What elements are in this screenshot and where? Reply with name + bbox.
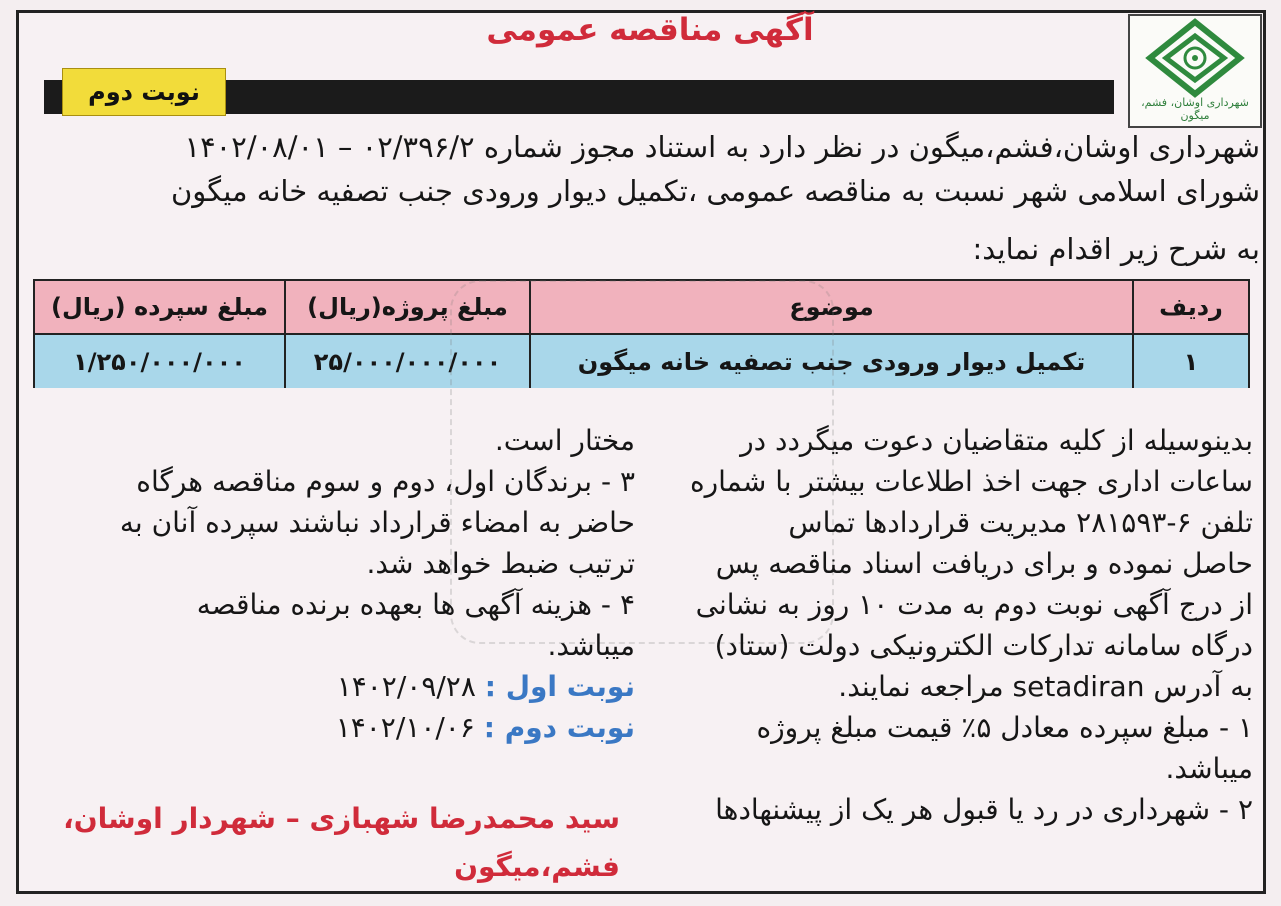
left-line-2: ۳ - برندگان اول، دوم و سوم مناقصه هرگاه bbox=[136, 465, 635, 498]
first-round-label: نوبت اول : bbox=[484, 670, 635, 703]
right-line-8: ۱ - مبلغ سپرده معادل ۵٪ قیمت مبلغ پروژه bbox=[756, 711, 1253, 744]
second-round-date-line bbox=[30, 707, 635, 748]
intro-line-2: شورای اسلامی شهر نسبت به مناقصه عمومی ،تکمیل دیوار ورودی جنب تصفیه خانه میگون bbox=[170, 174, 1260, 208]
right-line-10: ۲ - شهرداری در رد یا قبول هر یک از پیشنهادها bbox=[715, 793, 1253, 826]
cell-row-number: ۱ bbox=[1132, 335, 1248, 388]
first-round-date: ۱۴۰۲/۰۹/۲۸ bbox=[336, 670, 476, 703]
right-line-1: بدینوسیله از کلیه متقاضیان دعوت میگردد در bbox=[740, 424, 1253, 457]
right-line-2: ساعات اداری جهت اخذ اطلاعات بیشتر با شماره bbox=[689, 465, 1253, 498]
municipality-logo bbox=[1128, 14, 1262, 128]
round-badge: نوبت دوم bbox=[62, 68, 226, 116]
signature-line-1: سید محمدرضا شهبازی – شهردار اوشان، bbox=[63, 802, 620, 835]
municipality-emblem-icon bbox=[1130, 16, 1260, 100]
cell-project-amount: ۲۵/۰۰۰/۰۰۰/۰۰۰ bbox=[284, 335, 529, 388]
right-line-4: حاصل نموده و برای دریافت اسناد مناقصه پس bbox=[715, 547, 1253, 580]
notice-title: آگهی مناقصه عمومی bbox=[486, 12, 814, 48]
intro-line-1: شهرداری اوشان،فشم،میگون در نظر دارد به استناد مجوز شماره ۰۲/۳۹۶/۲ – ۱۴۰۲/۰۸/۰۱ bbox=[184, 130, 1260, 164]
second-round-label: نوبت دوم : bbox=[483, 711, 635, 744]
left-line-3: حاضر به امضاء قرارداد نباشند سپرده آنان به bbox=[119, 506, 635, 539]
header-project-amount: مبلغ پروژه(ریال) bbox=[284, 281, 529, 333]
header-row-number: ردیف bbox=[1132, 281, 1248, 333]
table-header-row bbox=[35, 281, 1248, 333]
left-line-5: ۴ - هزینه آگهی ها بعهده برنده مناقصه bbox=[196, 588, 635, 621]
second-round-date: ۱۴۰۲/۱۰/۰۶ bbox=[335, 711, 475, 744]
right-line-6: درگاه سامانه تدارکات الکترونیکی دولت (ستاد) bbox=[714, 629, 1253, 662]
left-line-6: میباشد. bbox=[547, 629, 635, 662]
right-line-7: به آدرس setadiran مراجعه نمایند. bbox=[838, 670, 1253, 703]
signature-line-2: فشم،میگون bbox=[454, 850, 620, 883]
cell-deposit-amount: ۱/۲۵۰/۰۰۰/۰۰۰ bbox=[73, 347, 246, 376]
right-line-3: تلفن ۶-۲۸۱۵۹۳ مدیریت قراردادها تماس bbox=[788, 506, 1253, 539]
header-deposit-amount: مبلغ سپرده (ریال) bbox=[51, 293, 268, 321]
left-column bbox=[30, 420, 635, 748]
left-line-1: مختار است. bbox=[494, 424, 635, 457]
signature-block bbox=[30, 795, 620, 891]
right-line-9: میباشد. bbox=[1165, 752, 1253, 785]
table-row bbox=[35, 333, 1248, 388]
header-subject: موضوع bbox=[529, 281, 1132, 333]
tender-table bbox=[33, 279, 1250, 388]
first-round-date-line bbox=[30, 666, 635, 707]
right-line-5: از درج آگهی نوبت دوم به مدت ۱۰ روز به نشانی bbox=[695, 588, 1253, 621]
right-column bbox=[655, 420, 1253, 830]
logo-caption: شهرداری اوشان، فشم، میگون bbox=[1141, 96, 1249, 122]
intro-line-3: به شرح زیر اقدام نماید: bbox=[972, 232, 1260, 266]
cell-subject: تکمیل دیوار ورودی جنب تصفیه خانه میگون bbox=[529, 335, 1132, 388]
left-line-4: ترتیب ضبط خواهد شد. bbox=[366, 547, 635, 580]
